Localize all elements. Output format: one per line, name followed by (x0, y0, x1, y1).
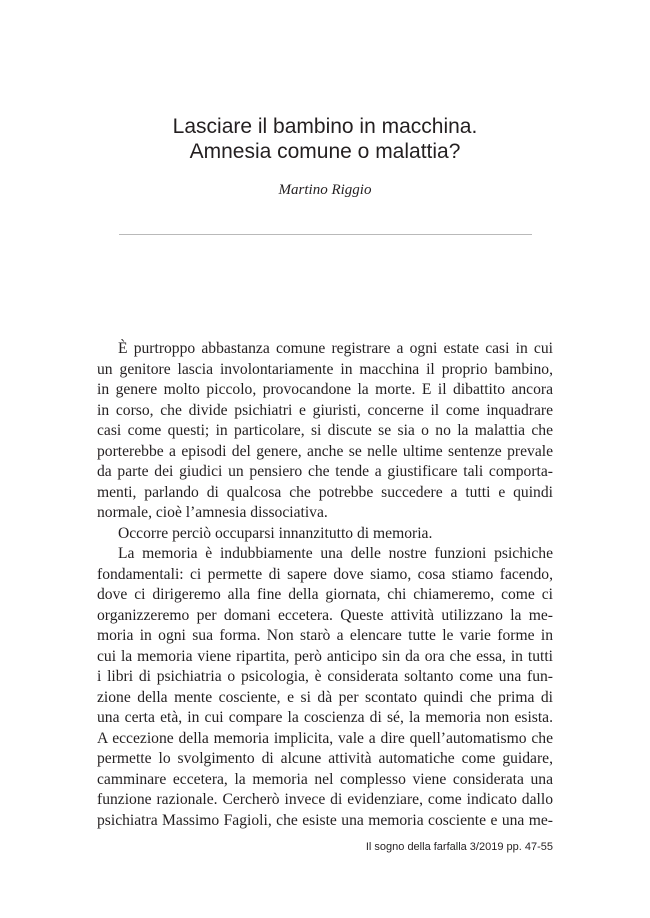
body-line: A eccezione della memoria implicita, vale a dire quell’automatismo che (97, 729, 553, 747)
article-author: Martino Riggio (278, 182, 372, 198)
body-line: zione della mente cosciente, e si dà per scontato quindi che prima di (97, 688, 553, 706)
body-line: i libri di psichiatria o psicologia, è considerata soltanto come una fun- (97, 668, 553, 685)
body-line: normale, cioè l’amnesia dissociativa. (97, 504, 328, 521)
body-line: funzione razionale. Cercherò invece di evidenziare, come indicato dallo (97, 791, 553, 808)
body-line: moria in ogni sua forma. Non starò a elencare tutte le varie forme in (97, 627, 553, 644)
article-title-line-1: Lasciare il bambino in macchina. (172, 115, 478, 138)
body-line: camminare eccetera, la memoria nel complesso viene considerata una (97, 770, 553, 788)
body-line: Occorre perciò occuparsi innanzitutto di memoria. (118, 524, 433, 542)
body-line: dove ci dirigeremo alla fine della giornata, chi chiameremo, come ci (97, 586, 553, 603)
body-line: organizzeremo per domani eccetera. Queste attività utilizzano la me- (97, 606, 553, 624)
body-line: casi come questi; in particolare, si discute se sia o no la malattia che (97, 422, 553, 439)
body-line: psichiatra Massimo Fagioli, che esiste una memoria cosciente e una me- (97, 811, 553, 829)
article-title-line-2: Amnesia comune o malattia? (189, 140, 461, 163)
body-line: È purtroppo abbastanza comune registrare a ogni estate casi in cui (118, 340, 553, 357)
article-body (97, 339, 553, 831)
body-line: in genere molto piccolo, provocandone la morte. E il dibattito ancora (97, 381, 553, 398)
body-line: cui la memoria viene ripartita, però anticipo sin da ora che essa, in tutti (97, 647, 553, 665)
body-line: porterebbe a episodi del genere, anche se nelle ultime sentenze prevale (97, 442, 553, 460)
body-line: menti, parlando di qualcosa che potrebbe succedere a tutti e quindi (97, 483, 553, 501)
body-line: La memoria è indubbiamente una delle nostre funzioni psichiche (118, 545, 553, 562)
body-line: in corso, che divide psichiatri e giuristi, concerne il come inquadrare (97, 401, 553, 419)
journal-citation: Il sogno della farfalla 3/2019 pp. 47-55 (365, 841, 553, 853)
title-divider (119, 234, 532, 235)
body-line: un genitore lascia involontariamente in macchina il proprio bambino, (97, 360, 553, 378)
body-line: permette lo svolgimento di alcune attività automatiche come guidare, (97, 750, 553, 767)
body-line: da parte dei giudici un pensiero che tende a giustificare tali comporta- (97, 463, 553, 480)
body-line: fondamentali: ci permette di sapere dove siamo, cosa stiamo facendo, (97, 565, 553, 583)
body-line: una certa età, in cui compare la coscienza di sé, la memoria non esista. (97, 709, 553, 726)
